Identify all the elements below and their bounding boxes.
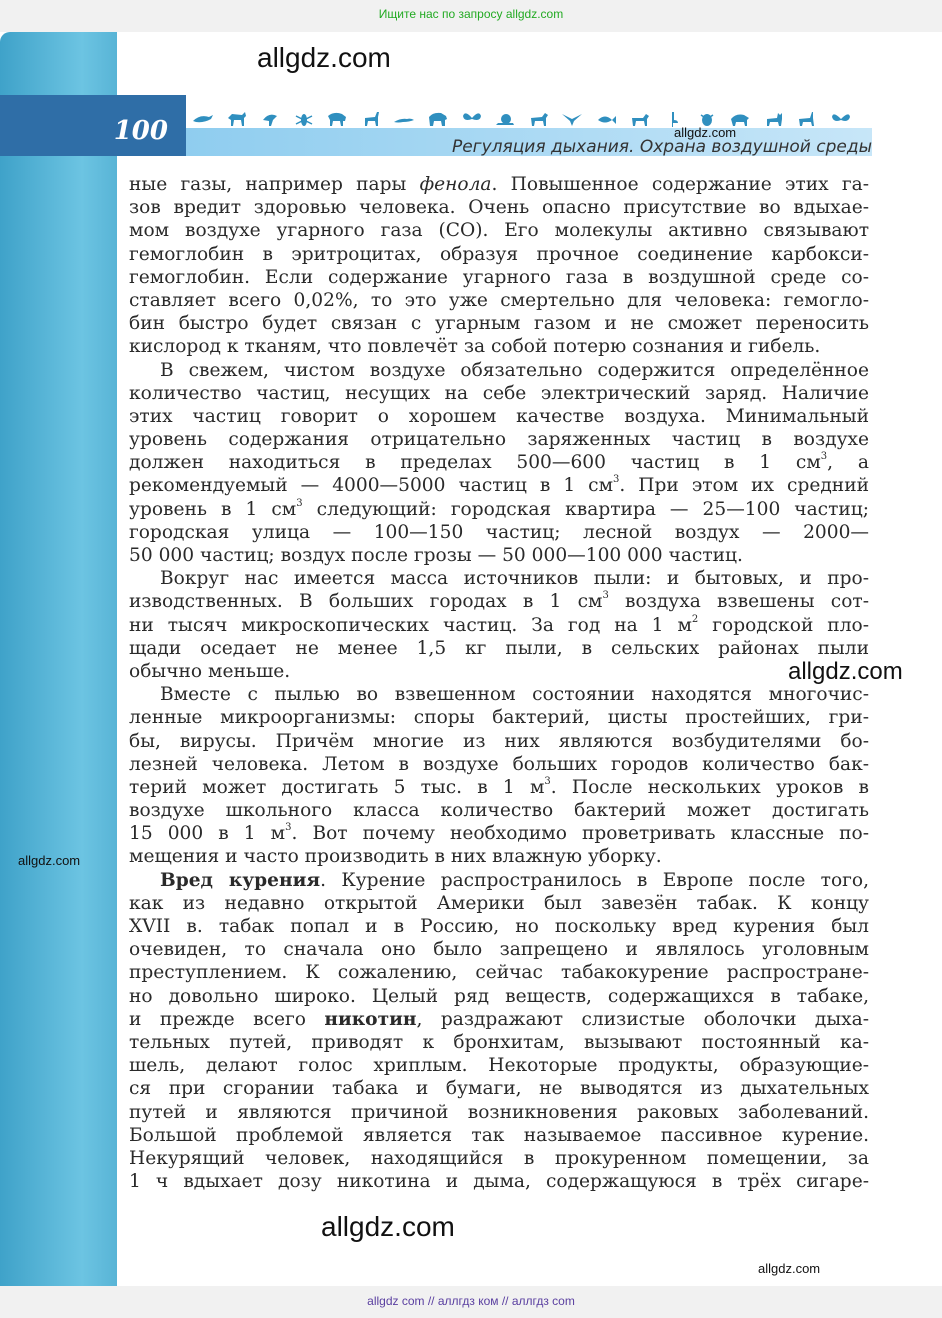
dog-icon <box>629 108 651 128</box>
text-line: Вместе с пылью во взвешенном состоянии находятся многочис- <box>160 684 869 706</box>
text-line: и прежде всего никотин, раздражают слизистые оболочки дыха- <box>129 1008 869 1030</box>
text-line: воздухе школьного класса количество бактерий может достигать <box>129 800 869 822</box>
text-line: гемоглобин. Если содержание угарного газа в воздушной среде со- <box>129 266 869 288</box>
bison-icon <box>326 108 348 128</box>
lizard-icon <box>393 108 415 128</box>
text-line: мом воздухе угарного газа (СО). Его молекулы активно связывают <box>129 220 869 242</box>
text-line: бин быстро будет связан с угарным газом и не сможет переносить <box>129 313 869 335</box>
horse-icon <box>528 108 550 128</box>
watermark-bottom-center: allgdz.com <box>321 1211 455 1242</box>
text-line: уровень содержания отрицательно заряженных частиц в воздухе <box>129 429 869 451</box>
text-line: зов вредит здоровью человека. Очень опасно присутствие во вдыхае- <box>129 197 869 219</box>
text-line: Вред курения. Курение распространилось в Европе после того, <box>160 869 870 891</box>
text-line: бы, вирусы. Причём многие из них являются возбудителями бо- <box>129 730 869 752</box>
text-line: обычно меньше. <box>129 660 291 682</box>
text-line: очевиден, то сначала оно было запрещено и являлось уголовным <box>129 939 869 961</box>
page-number-box <box>0 95 186 156</box>
deer-icon <box>360 108 382 128</box>
text-line: преступлением. К сожалению, сейчас табакокурение распростране- <box>129 962 869 984</box>
dolphin-icon <box>192 108 214 128</box>
insect-icon <box>293 108 315 128</box>
text-line: лезней человека. Летом в воздухе больших городов количество бак- <box>129 753 869 775</box>
watermark-left: allgdz.com <box>18 853 81 868</box>
text-line: как из недавно открытой Америки был завезён табак. К концу <box>129 892 869 914</box>
text-line: 1 ч вдыхает дозу никотина и дыма, содержащуюся в трёх сигаре- <box>129 1171 869 1193</box>
text-line: должен находиться в пределах 500—600 частиц в 1 $см^3$, а <box>129 451 869 474</box>
text-line: ные газы, например пары фенола. Повышенное содержание этих га- <box>129 174 869 195</box>
term-smoking-harm: Вред курения <box>160 869 321 891</box>
text-line: ставляет всего 0,02%, то это уже смертельно для человека: гемогло- <box>129 289 869 311</box>
butterfly-icon <box>461 108 483 128</box>
text-line: ни тысяч микроскопических частиц. За год на 1 $м^2$ городской пло- <box>129 613 869 636</box>
moth-icon <box>830 108 852 128</box>
text-line: рекомендуемый — 4000—5000 частиц в 1 $см^3$. При этом их средний <box>129 474 869 497</box>
fish-icon <box>595 108 617 128</box>
top-promo-link[interactable]: Ищите нас по запросу allgdz.com <box>378 7 564 21</box>
text-line: 15 000 в 1 $м^3$. Вот почему необходимо проветривать классные по- <box>129 822 869 845</box>
text-line: мещения и часто производить в них влажную уборку. <box>129 846 662 868</box>
text-line: щади оседает не менее 1,5 кг пыли, в сельских районах пыли <box>129 637 869 659</box>
watermark-header: allgdz.com <box>674 125 737 140</box>
page-sidebar <box>0 32 117 1286</box>
text-line: шель, делают голос хриплым. Некоторые продукты, образующие- <box>129 1055 869 1077</box>
term-nicotine: никотин <box>324 1008 417 1030</box>
term-phenol: фенола <box>419 174 492 195</box>
page-number: 100 <box>113 116 168 146</box>
chapter-title: Регуляция дыхания. Охрана воздушной среды <box>451 137 872 157</box>
text-line: Большой проблемой является так называемое пассивное курение. <box>129 1124 869 1146</box>
text-line: этих частиц говорит о хорошем качестве воздуха. Минимальный <box>129 405 869 427</box>
text-line: 50 000 частиц; воздух после грозы — 50 000—100 000 частиц. <box>129 545 743 566</box>
bottom-links[interactable]: allgdz com // аллгдз ком // аллгдз com <box>367 1294 575 1308</box>
text-line: Вокруг нас имеется масса источников пыли: и бытовых, и про- <box>160 568 869 590</box>
antelope-icon <box>796 108 818 128</box>
text-line: кислород к тканям, что повлечёт за собой потерю сознания и гибель. <box>129 336 821 358</box>
text-line: но довольно широко. Целый ряд веществ, содержащихся в табаке, <box>129 985 869 1007</box>
text-line: городская улица — 100—150 частиц; лесной воздух — 2000— <box>129 521 869 543</box>
text-line: терий может достигать 5 тыс. в 1 $м^3$. После нескольких уроков в <box>129 775 869 798</box>
text-line: В свежем, чистом воздухе обязательно содержится определённое <box>160 359 869 381</box>
text-line: количество частиц, несущих на себе электрический заряд. Наличие <box>129 382 869 404</box>
text-line: Некурящий человек, находящийся в прокуренном помещении, за <box>129 1147 869 1169</box>
animal-silhouette-strip <box>192 100 852 128</box>
text-line: ся при сгорании табака и бумаги, не выводятся из дыхательных <box>129 1078 869 1100</box>
text-line: тельных путей, приводят к бронхитам, вызывают постоянный ка- <box>129 1031 869 1053</box>
text-line: уровень в 1 $см^3$ следующий: городская квартира — 25—100 частиц; <box>129 497 869 520</box>
swallow-icon <box>561 108 583 128</box>
text-line: путей и являются причиной возникновения раковых заболеваний. <box>129 1101 869 1123</box>
watermark-top: allgdz.com <box>257 42 391 73</box>
text-line: гемоглобин в эритроцитах, образуя прочное соединение карбокси- <box>129 243 869 265</box>
bird-icon <box>259 108 281 128</box>
bear-icon <box>427 108 449 128</box>
snail-icon <box>494 108 516 128</box>
text-line: ленные микроорганизмы: споры бактерий, цисты простейших, гри- <box>129 707 869 729</box>
watermark-right: allgdz.com <box>788 658 903 685</box>
body-text <box>129 173 869 1193</box>
text-line: XVII в. табак попал и в Россию, но поскольку вред курения был <box>129 916 869 937</box>
text-line: изводственных. В больших городах в 1 $см^3$ воздуха взвешены сот- <box>129 590 869 613</box>
cat-icon <box>763 108 785 128</box>
watermark-bottom-right: allgdz.com <box>758 1261 821 1276</box>
wolf-icon <box>226 108 248 128</box>
